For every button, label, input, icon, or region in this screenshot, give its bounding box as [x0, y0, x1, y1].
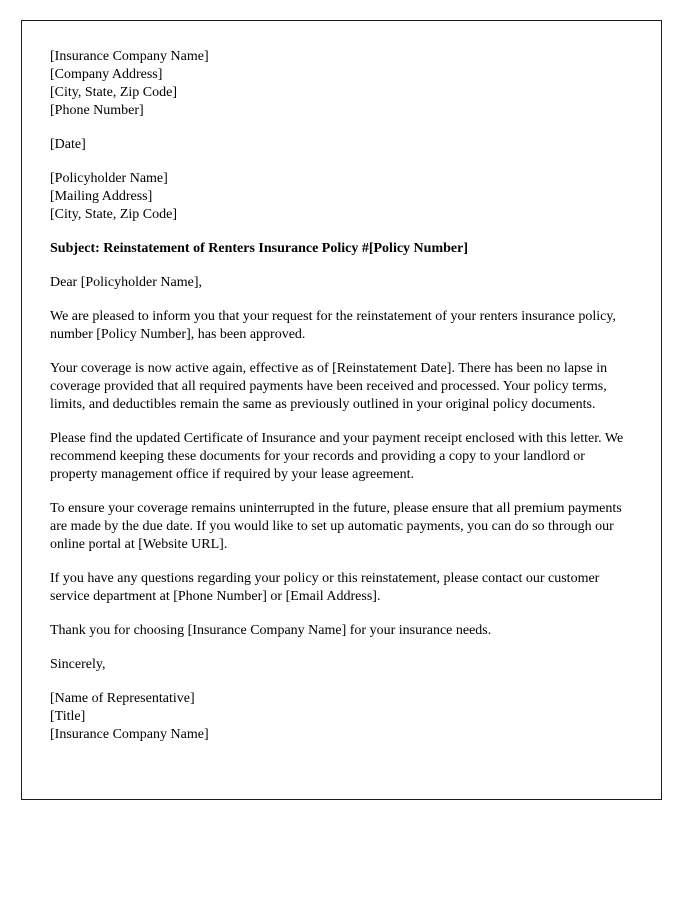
recipient-name: [Policyholder Name]	[50, 171, 168, 186]
subject-line: Subject: Reinstatement of Renters Insurance Policy #[Policy Number]	[50, 241, 468, 256]
recipient-mailing-address: [Mailing Address]	[50, 189, 153, 204]
sender-company-name: [Insurance Company Name]	[50, 49, 209, 64]
body-paragraph-4: To ensure your coverage remains uninterrupted in the future, please ensure that all premium payments are made by the due date. If you would like to set up automatic payments, you can do so through our online portal at [Website URL].	[50, 501, 622, 552]
recipient-city-state-zip: [City, State, Zip Code]	[50, 207, 178, 222]
body-paragraph-1: We are pleased to inform you that your request for the reinstatement of your renters insurance policy, number [Policy Number], has been approved.	[50, 309, 616, 342]
body-paragraph-6: Thank you for choosing [Insurance Company Name] for your insurance needs.	[50, 623, 492, 638]
signature-company-name: [Insurance Company Name]	[50, 727, 209, 742]
sender-company-address: [Company Address]	[50, 67, 163, 82]
representative-title: [Title]	[50, 709, 86, 724]
recipient-address-block	[50, 170, 633, 224]
body-paragraph-3: Please find the updated Certificate of Insurance and your payment receipt enclosed with this letter. We recommend keeping these documents for your records and providing a copy to your landlord or property management office if required by your lease agreement.	[50, 431, 624, 482]
sender-address-block	[50, 48, 633, 120]
date-line	[50, 136, 633, 154]
salutation: Dear [Policyholder Name],	[50, 275, 202, 290]
sender-city-state-zip: [City, State, Zip Code]	[50, 85, 178, 100]
letter-document	[21, 20, 662, 800]
body-paragraph-5: If you have any questions regarding your policy or this reinstatement, please contact our customer service department at [Phone Number] or [Email Address].	[50, 571, 600, 604]
sender-phone-number: [Phone Number]	[50, 103, 144, 118]
body-paragraph-2: Your coverage is now active again, effective as of [Reinstatement Date]. There has been no lapse in coverage provided that all required payments have been received and processed. Your policy terms, limits, and deductibles remain the same as previously outlined in your original policy documents.	[50, 361, 608, 412]
closing: Sincerely,	[50, 657, 106, 672]
representative-name: [Name of Representative]	[50, 691, 195, 706]
signature-block	[50, 690, 633, 744]
letter-date: [Date]	[50, 137, 86, 152]
